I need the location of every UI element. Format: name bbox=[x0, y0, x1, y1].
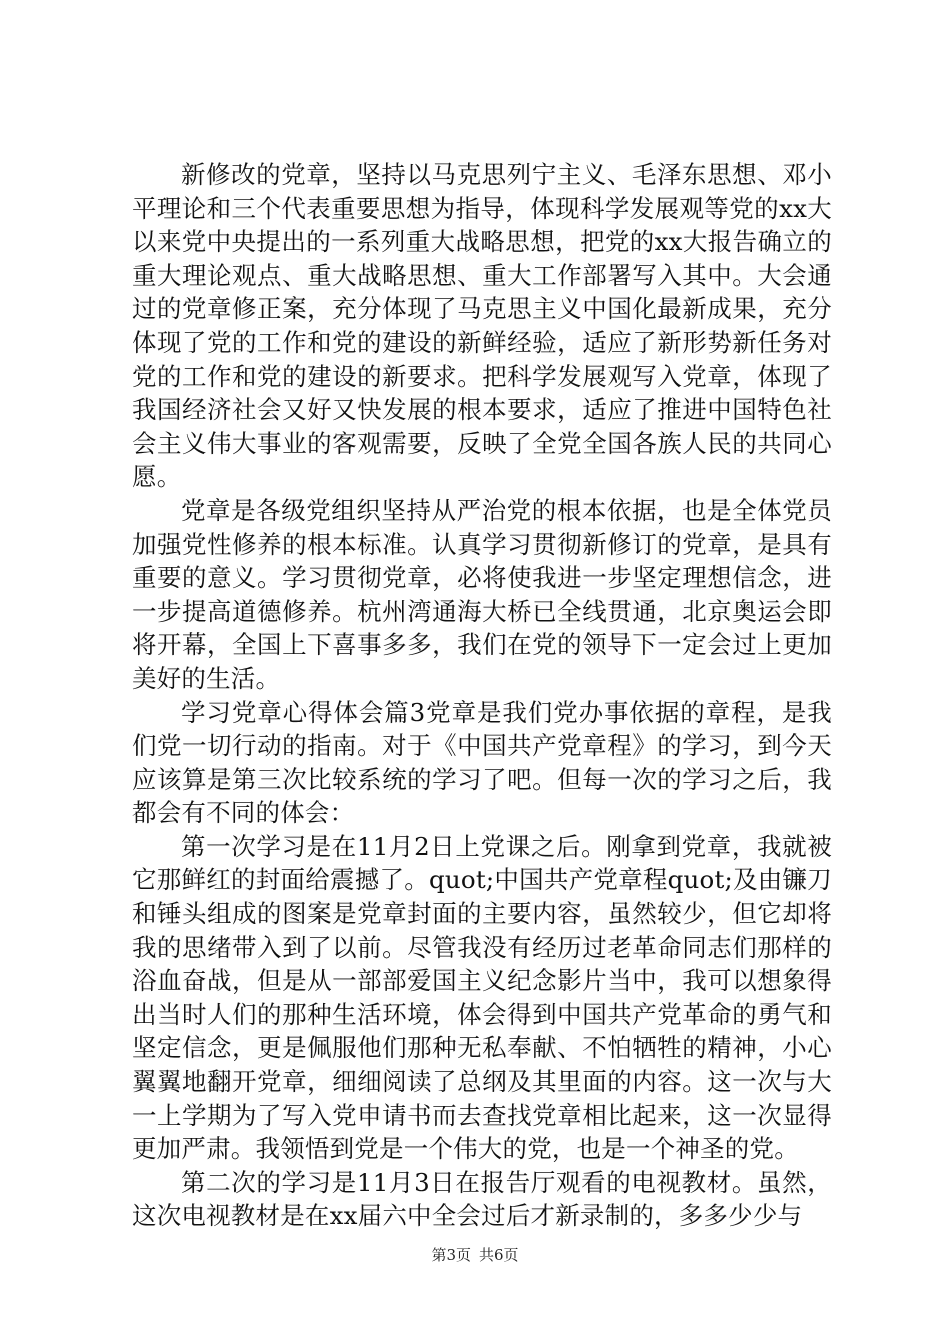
page-total: 共6页 bbox=[479, 1246, 519, 1264]
paragraph: 第一次学习是在11月2日上党课之后。刚拿到党章，我就被它那鲜红的封面给震撼了。quot;中国共产党章程quot;及由镰刀和锤头组成的图案是党章封面的主要内容，虽然较少，但它却将我的思绪带入到了以前。尽管我没有经历过老革命同志们那样的浴血奋战，但是从一部部爱国主义纪念影片当中，我可以想象得出当时人们的那种生活环境，体会得到中国共产党革命的勇气和坚定信念，更是佩服他们那种无私奉献、不怕牺牲的精神，小心翼翼地翻开党章，细细阅读了总纲及其里面的内容。这一次与大一上学期为了写入党申请书而去查找党章相比起来，这一次显得更加严肃。我领悟到党是一个伟大的党，也是一个神圣的党。 bbox=[132, 831, 832, 1164]
page-number: 第3页 bbox=[431, 1246, 471, 1264]
document-body bbox=[132, 158, 832, 1233]
page-footer bbox=[0, 1245, 950, 1265]
paragraph: 学习党章心得体会篇3党章是我们党办事依据的章程，是我们党一切行动的指南。对于《中国共产党章程》的学习，到今天应该算是第三次比较系统的学习了吧。但每一次的学习之后，我都会有不同的体会： bbox=[132, 697, 832, 828]
paragraph: 第二次的学习是11月3日在报告厅观看的电视教材。虽然，这次电视教材是在xx届六中全会过后才新录制的，多多少少与 bbox=[132, 1167, 832, 1231]
paragraph: 新修改的党章，坚持以马克思列宁主义、毛泽东思想、邓小平理论和三个代表重要思想为指导，体现科学发展观等党的xx大以来党中央提出的一系列重大战略思想，把党的xx大报告确立的重大理论观点、重大战略思想、重大工作部署写入其中。大会通过的党章修正案，充分体现了马克思主义中国化最新成果，充分体现了党的工作和党的建设的新鲜经验，适应了新形势新任务对党的工作和党的建设的新要求。把科学发展观写入党章，体现了我国经济社会又好又快发展的根本要求，适应了推进中国特色社会主义伟大事业的客观需要，反映了全党全国各族人民的共同心愿。 bbox=[132, 160, 832, 492]
paragraph: 党章是各级党组织坚持从严治党的根本依据，也是全体党员加强党性修养的根本标准。认真学习贯彻新修订的党章，是具有重要的意义。学习贯彻党章，必将使我进一步坚定理想信念，进一步提高道德修养。杭州湾通海大桥已全线贯通，北京奥运会即将开幕，全国上下喜事多多，我们在党的领导下一定会过上更加美好的生活。 bbox=[132, 495, 832, 693]
